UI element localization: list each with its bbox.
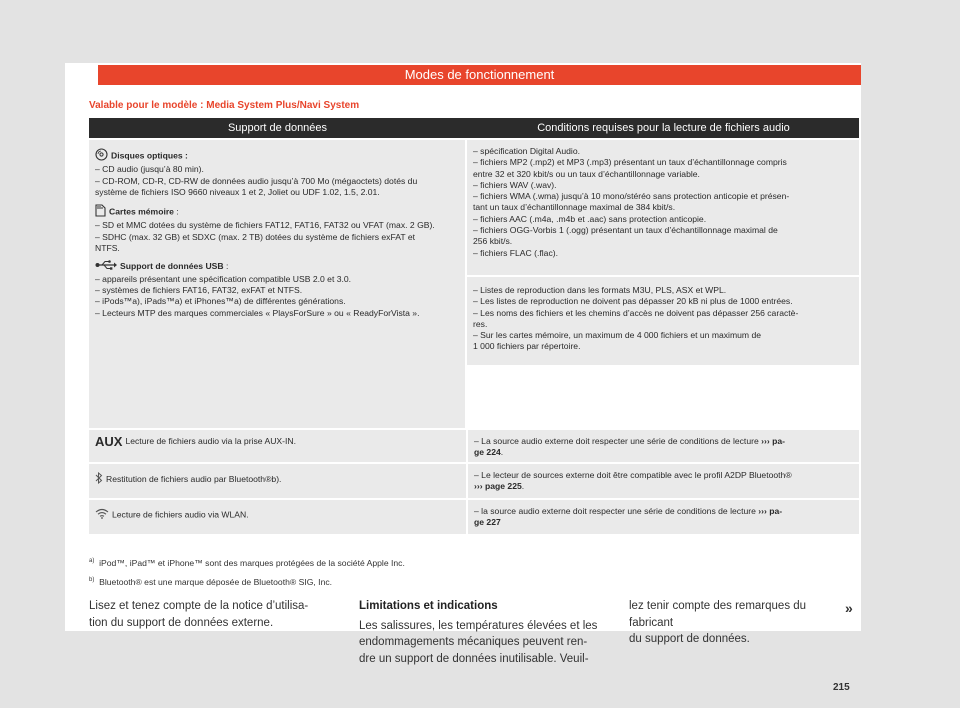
condition-line: – Listes de reproduction dans les formats M3U, PLS, ASX et WPL. — [473, 285, 727, 295]
sd-card-icon — [95, 204, 106, 220]
audio-support-table — [89, 118, 859, 534]
body-line: tion du support de données externe. — [89, 616, 274, 629]
condition-line: entre 32 et 320 kbit/s ou un taux d’échantillonnage variable. — [473, 168, 700, 179]
optical-section — [95, 148, 459, 198]
memory-line: – SD et MMC dotées du système de fichiers FAT12, FAT16, FAT32 ou VFAT (max. 2 GB). — [95, 220, 435, 231]
table-row — [89, 500, 859, 534]
usb-colon: : — [223, 261, 229, 272]
wlan-page-link-2[interactable]: ge 227 — [474, 517, 501, 528]
condition-line: – Les noms des fichiers et les chemins d’accès ne doivent pas dépasser 256 caractè- — [473, 307, 799, 318]
section-title: Limitations et indications — [359, 600, 498, 612]
conditions-cell — [467, 140, 859, 275]
table-header — [89, 118, 859, 138]
body-line: Les salissures, les températures élevées et les — [359, 619, 598, 632]
optical-title: Disques optiques : — [111, 150, 188, 161]
bluetooth-label: Restitution de fichiers audio par Bluetooth®b). — [106, 473, 282, 484]
wlan-condition: – la source audio externe doit respecter une série de conditions de lecture — [474, 506, 759, 516]
aux-label: Lecture de fichiers audio via la prise AUX-IN. — [125, 436, 296, 446]
table-row — [89, 430, 859, 462]
body-line: Lisez et tenez compte de la notice d’utilisa- — [89, 600, 309, 612]
disc-icon — [95, 148, 108, 164]
usb-line: – appareils présentant une spécification compatible USB 2.0 et 3.0. — [95, 273, 352, 284]
body-line: du support de données. — [629, 633, 750, 645]
col-header-support: Support de données — [227, 122, 328, 134]
aux-page-link[interactable]: ››› pa- — [761, 436, 786, 446]
wlan-label: Lecture de fichiers audio via WLAN. — [112, 509, 249, 520]
support-cell — [89, 500, 466, 534]
condition-line: 1 000 fichiers par répertoire. — [473, 341, 581, 352]
aux-condition: – La source audio externe doit respecter une série de conditions de lecture — [474, 436, 762, 446]
conditions-cell — [468, 464, 859, 498]
footnote-a — [89, 553, 405, 572]
continue-marker: » — [845, 600, 853, 616]
memory-section — [95, 204, 459, 254]
support-cell — [89, 140, 465, 428]
condition-line: tant un taux d’échantillonnage maximal de 384 kbit/s. — [473, 202, 676, 213]
page-number: 215 — [833, 682, 850, 693]
body-line: lez tenir compte des remarques du fabricant — [629, 600, 807, 629]
bt-condition: – Le lecteur de sources externe doit être compatible avec le profil A2DP Bluetooth® — [474, 470, 792, 480]
footnote-mark: a) — [89, 558, 95, 564]
condition-line: – fichiers FLAC (.flac). — [473, 247, 559, 258]
body-column-2 — [359, 598, 599, 667]
memory-line: – SDHC (max. 32 GB) et SDXC (max. 2 TB) dotées du système de fichiers exFAT et — [95, 231, 415, 242]
memory-title: Cartes mémoire — [109, 206, 174, 217]
usb-title: Support de données USB — [120, 261, 224, 272]
optical-line: système de fichiers ISO 9660 niveaux 1 et 2, Joliet ou UDF 1.02, 1.5, 2.01. — [95, 186, 380, 197]
memory-colon: : — [173, 206, 179, 217]
aux-period: . — [500, 447, 504, 458]
conditions-cell — [468, 500, 859, 534]
footnote-text: Bluetooth® est une marque déposée de Bluetooth® SIG, Inc. — [99, 576, 333, 587]
table-row — [89, 140, 859, 428]
col-header-conditions: Conditions requises pour la lecture de fichiers audio — [537, 122, 790, 134]
footnote-b — [89, 572, 405, 591]
condition-line: – fichiers MP2 (.mp2) et MP3 (.mp3) présentant un taux d’échantillonnage compris — [473, 157, 787, 168]
conditions-column — [467, 140, 859, 428]
wlan-page-link[interactable]: ››› pa- — [758, 506, 783, 516]
condition-line: – spécification Digital Audio. — [473, 146, 581, 156]
condition-line: – Sur les cartes mémoire, un maximum de 4 000 fichiers et un maximum de — [473, 330, 762, 341]
wifi-icon — [95, 508, 109, 522]
manual-page — [65, 63, 861, 693]
condition-line: – fichiers AAC (.m4a, .m4b et .aac) sans protection anticopie. — [473, 213, 707, 224]
bt-period: . — [521, 481, 525, 492]
condition-line: – Les listes de reproduction ne doivent pas dépasser 20 kB ni plus de 1000 entrées. — [473, 296, 793, 307]
conditions-cell — [468, 430, 859, 462]
body-line: dre un support de données inutilisable. Veuil- — [359, 652, 589, 665]
body-column-1 — [89, 598, 329, 631]
condition-line: – fichiers OGG-Vorbis 1 (.ogg) présentant un taux d’échantillonnage maximal de — [473, 225, 778, 236]
model-subtitle: Valable pour le modèle : Media System Plus/Navi System — [89, 100, 360, 111]
footnote-text: iPod™, iPad™ et iPhone™ sont des marques protégées de la société Apple Inc. — [99, 557, 405, 568]
optical-line: – CD-ROM, CD-R, CD-RW de données audio jusqu’à 700 Mo (mégaoctets) dotés du — [95, 175, 418, 186]
usb-section — [95, 260, 459, 318]
condition-line: – fichiers WMA (.wma) jusqu’à 10 mono/stéréo sans protection anticopie et présen- — [473, 191, 790, 202]
usb-line: – systèmes de fichiers FAT16, FAT32, exFAT et NTFS. — [95, 284, 303, 295]
condition-line: res. — [473, 318, 488, 329]
aux-icon: AUX — [95, 434, 123, 450]
support-cell — [89, 430, 466, 462]
usb-icon — [95, 260, 117, 273]
memory-line: NTFS. — [95, 243, 120, 254]
body-line: endommagements mécaniques peuvent ren- — [359, 636, 588, 648]
footnotes — [89, 553, 405, 591]
footnote-mark: b) — [89, 576, 95, 583]
usb-line: – Lecteurs MTP des marques commerciales « PlaysForSure » ou « ReadyForVista ». — [95, 307, 420, 318]
body-column-3 — [629, 598, 839, 648]
usb-ipods-line: – iPods™a), iPads™a) et iPhones™a) de différentes générations. — [95, 296, 346, 307]
support-cell — [89, 464, 466, 498]
conditions-cell — [467, 277, 859, 365]
optical-line: – CD audio (jusqu’à 80 min). — [95, 164, 204, 175]
page-title: Modes de fonctionnement — [98, 65, 861, 85]
bt-page-link[interactable]: ››› page 225 — [474, 481, 522, 492]
condition-line: 256 kbit/s. — [473, 236, 513, 247]
table-row — [89, 464, 859, 498]
condition-line: – fichiers WAV (.wav). — [473, 179, 557, 190]
aux-page-link-2[interactable]: ge 224 — [474, 447, 501, 458]
bluetooth-icon — [95, 472, 103, 487]
